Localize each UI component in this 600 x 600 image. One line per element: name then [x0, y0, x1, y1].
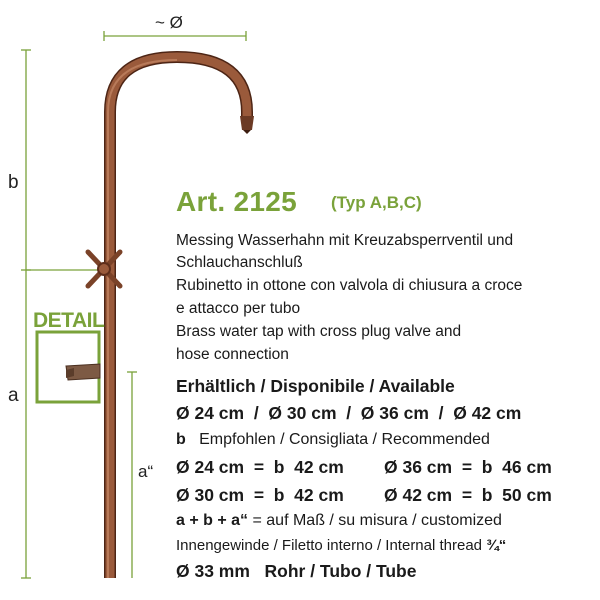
custom-line: [176, 512, 502, 530]
recommended-line: [176, 431, 490, 449]
description-line-3: Rubinetto in ottone con valvola di chiusura a croce: [176, 277, 523, 294]
thread-line: [176, 537, 506, 554]
custom-formula: a + b + a“: [176, 512, 249, 529]
description-line-2: Schlauchanschluß: [176, 254, 303, 271]
a-label: a: [8, 385, 19, 406]
article-title: Art. 2125: [176, 186, 297, 217]
recommended-row-2-right: Ø 42 cm = b 50 cm: [384, 485, 552, 505]
description-line-5: Brass water tap with cross plug valve and: [176, 323, 462, 340]
recommended-letter: b: [176, 431, 186, 448]
thread-size: ¾“: [486, 537, 507, 554]
description-line-4: e attacco per tubo: [176, 300, 301, 317]
tube-line: Ø 33 mm Rohr / Tubo / Tube: [176, 561, 417, 581]
shower-head: [240, 116, 254, 130]
recommended-text: Empfohlen / Consigliata / Recommended: [199, 431, 490, 448]
description-line-6: hose connection: [176, 346, 289, 363]
article-type: (Typ A,B,C): [331, 193, 422, 212]
available-heading: Erhältlich / Disponibile / Available: [176, 376, 455, 396]
recommended-row-1-left: Ø 24 cm = b 42 cm: [176, 457, 344, 477]
diameter-label: ~ Ø: [155, 13, 183, 32]
recommended-row-2-left: Ø 30 cm = b 42 cm: [176, 485, 344, 505]
detail-box: [37, 332, 100, 402]
height-dimension-a2: [127, 372, 137, 578]
b-label: b: [8, 172, 19, 193]
detail-label: DETAIL: [33, 309, 105, 332]
height-dimension-b: [21, 50, 31, 270]
available-sizes: Ø 24 cm / Ø 30 cm / Ø 36 cm / Ø 42 cm: [176, 403, 522, 423]
recommended-row-1-right: Ø 36 cm = b 46 cm: [384, 457, 552, 477]
a2-label: a“: [138, 462, 154, 481]
thread-text: Innengewinde / Filetto interno / Internal thread: [176, 537, 487, 554]
description-line-1: Messing Wasserhahn mit Kreuzabsperrventil und: [176, 232, 514, 249]
custom-text: = auf Maß / su misura / customized: [248, 512, 502, 529]
